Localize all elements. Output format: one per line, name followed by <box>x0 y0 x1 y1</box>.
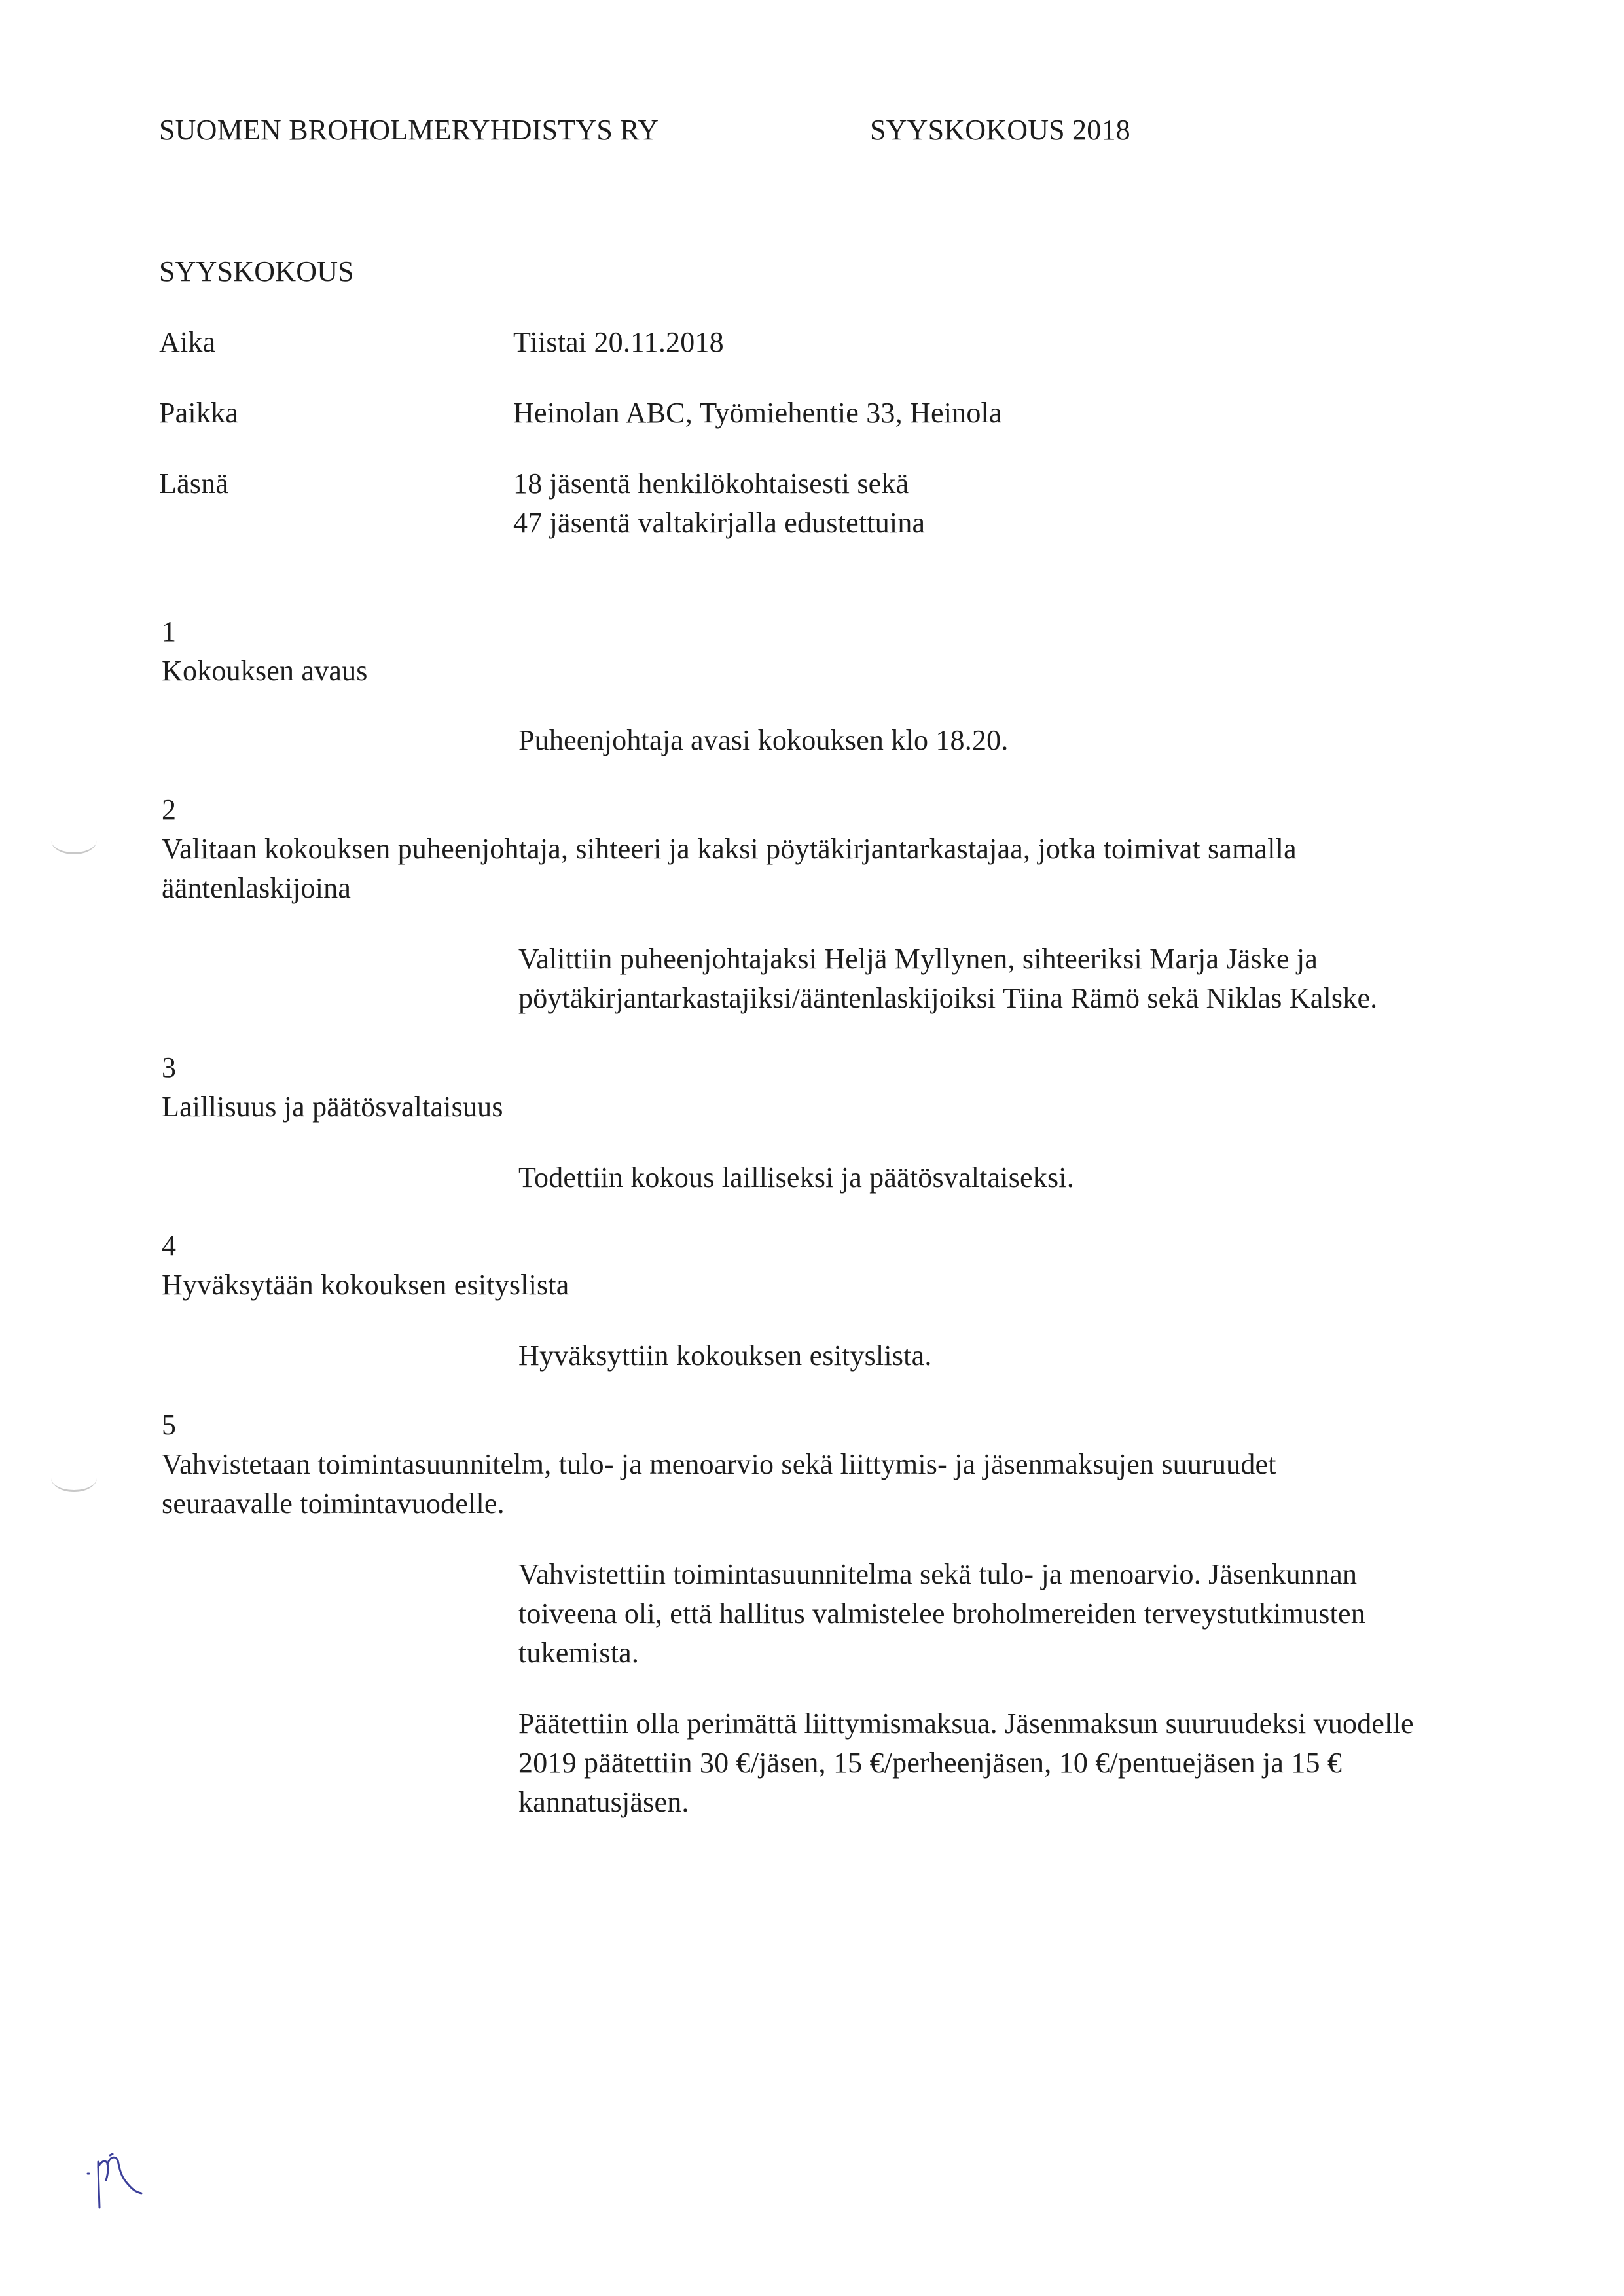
item-1-title: Kokouksen avaus <box>162 655 368 687</box>
item-2-title-line-2: ääntenlaskijoina <box>162 872 352 904</box>
item-3-number: 3 <box>162 1051 177 1084</box>
item-4-title: Hyväksytään kokouksen esityslista <box>162 1269 569 1301</box>
item-3-title: Laillisuus ja päätösvaltaisuus <box>162 1091 503 1123</box>
punch-hole-mark <box>51 826 97 854</box>
item-2-title-line-1: Valitaan kokouksen puheenjohtaja, sihteeri ja kaksi pöytäkirjantarkastajaa, jotka toimivat samalla <box>162 833 1297 865</box>
meta-lasna-line-1: 18 jäsentä henkilökohtaisesti sekä <box>513 467 909 500</box>
item-5-number: 5 <box>162 1409 177 1441</box>
meta-lasna-label: Läsnä <box>159 467 229 500</box>
item-2-number: 2 <box>162 793 177 826</box>
item-5-decision-line-1: Vahvistettiin toimintasuunnitelma sekä tulo- ja menoarvio. Jäsenkunnan <box>518 1558 1358 1590</box>
item-5-decision2-line-2: 2019 päätettiin 30 €/jäsen, 15 €/perheenjäsen, 10 €/pentuejäsen ja 15 € <box>518 1747 1343 1779</box>
item-5-title-line-1: Vahvistetaan toimintasuunnitelm, tulo- ja menoarvio sekä liittymis- ja jäsenmaksujen suuruudet <box>162 1448 1276 1480</box>
meta-aika-value: Tiistai 20.11.2018 <box>513 326 724 358</box>
item-3-decision: Todettiin kokous lailliseksi ja päätösvaltaiseksi. <box>518 1161 1074 1194</box>
punch-hole-mark <box>51 1464 97 1492</box>
meta-paikka-value: Heinolan ABC, Työmiehentie 33, Heinola <box>513 397 1002 429</box>
item-2-decision-line-1: Valittiin puheenjohtajaksi Heljä Myllynen, sihteeriksi Marja Jäske ja <box>518 943 1318 975</box>
meta-paikka-label: Paikka <box>159 397 238 429</box>
meta-aika-label: Aika <box>159 326 216 358</box>
meta-lasna-line-2: 47 jäsentä valtakirjalla edustettuina <box>513 507 926 539</box>
header-meeting: SYYSKOKOUS 2018 <box>870 114 1130 146</box>
handwritten-initials-signature <box>79 2147 170 2219</box>
item-1-decision: Puheenjohtaja avasi kokouksen klo 18.20. <box>518 724 1009 756</box>
item-5-decision2-line-1: Päätettiin olla perimättä liittymismaksua. Jäsenmaksun suuruudeksi vuodelle <box>518 1707 1414 1740</box>
item-5-decision-line-2: toiveena oli, että hallitus valmistelee broholmereiden terveystutkimusten <box>518 1597 1365 1630</box>
item-1-number: 1 <box>162 615 177 647</box>
item-5-title-line-2: seuraavalle toimintavuodelle. <box>162 1487 505 1520</box>
item-2-decision-line-2: pöytäkirjantarkastajiksi/ääntenlaskijoiksi Tiina Rämö sekä Niklas Kalske. <box>518 982 1378 1014</box>
item-4-number: 4 <box>162 1230 177 1262</box>
item-4-decision: Hyväksyttiin kokouksen esityslista. <box>518 1339 932 1372</box>
header-organization: SUOMEN BROHOLMERYHDISTYS RY <box>159 114 659 146</box>
item-5-decision-line-3: tukemista. <box>518 1637 640 1669</box>
item-5-decision2-line-3: kannatusjäsen. <box>518 1786 689 1818</box>
document-title: SYYSKOKOUS <box>159 255 354 287</box>
